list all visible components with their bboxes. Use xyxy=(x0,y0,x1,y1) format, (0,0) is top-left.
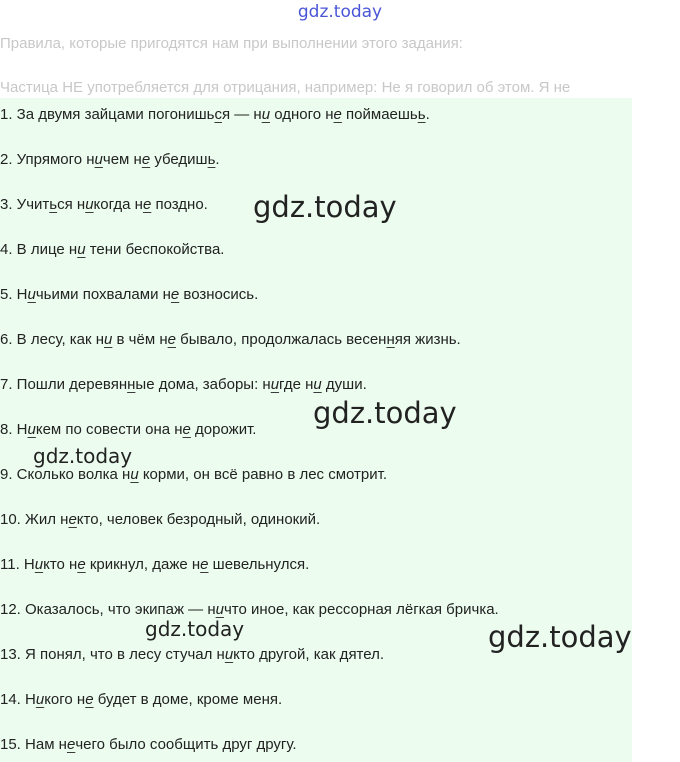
answer-block xyxy=(0,98,632,762)
sentence-text: поздно. xyxy=(151,196,208,213)
highlighted-letter-glyph: е xyxy=(333,106,342,123)
sentence-text: корми, он всё равно в лес смотрит. xyxy=(138,466,388,483)
sentence-text: кем по совести она н xyxy=(35,421,183,438)
watermark: gdz.today xyxy=(253,190,397,224)
sentence-text: ые дома, заборы: н xyxy=(135,376,271,393)
sentence-9 xyxy=(0,465,387,485)
sentence-8 xyxy=(0,420,256,440)
highlighted-letter xyxy=(130,466,138,483)
highlighted-letter xyxy=(262,106,270,123)
highlighted-letter: н xyxy=(127,376,136,393)
highlighted-letter-glyph: е xyxy=(141,151,151,168)
sentence-text: кого н xyxy=(44,691,86,708)
highlighted-letter-glyph: и xyxy=(215,601,224,618)
highlighted-letter xyxy=(77,556,85,573)
sentence-text: 15. Нам н xyxy=(0,736,67,753)
sentence-text: когда н xyxy=(93,196,143,213)
highlighted-letter-glyph: и xyxy=(77,241,86,258)
sentence-text: кто, человек безродный, одинокий. xyxy=(76,511,321,528)
sentence-text: ся н xyxy=(57,196,86,213)
sentence-text: 8. Н xyxy=(0,421,28,438)
sentence-text: где н xyxy=(279,376,314,393)
sentence-3 xyxy=(0,195,208,215)
sentence-text: 9. Сколько волка н xyxy=(0,466,131,483)
sentence-text: будет в доме, кроме меня. xyxy=(93,691,283,708)
sentence-text: 4. В лице н xyxy=(0,241,78,258)
highlighted-letter-glyph: е xyxy=(170,286,180,303)
highlighted-letter xyxy=(77,241,85,258)
highlighted-letter xyxy=(95,151,103,168)
highlighted-letter: ь xyxy=(49,196,58,213)
highlighted-letter-glyph: е xyxy=(167,331,176,348)
sentence-text: убедиш xyxy=(150,151,208,168)
highlighted-letter-glyph: и xyxy=(27,286,36,303)
highlighted-letter xyxy=(142,151,150,168)
sentence-1 xyxy=(0,105,430,125)
sentence-text: поймаешь xyxy=(341,106,418,123)
sentence-text: 14. Н xyxy=(0,691,36,708)
sentence-text: возносись. xyxy=(179,286,259,303)
highlighted-letter: н xyxy=(386,331,395,348)
highlighted-letter-glyph: е xyxy=(66,736,76,753)
sentence-text: что иное, как рессорная лёгкая бричка. xyxy=(223,601,499,618)
highlighted-letter xyxy=(28,286,36,303)
highlighted-letter xyxy=(216,601,224,618)
sentence-5 xyxy=(0,285,258,305)
sentence-text: 1. За двумя зайцами погонишь xyxy=(0,106,215,123)
highlighted-letter-glyph: е xyxy=(68,511,77,528)
sentence-11 xyxy=(0,555,309,575)
sentence-10 xyxy=(0,510,320,530)
sentence-text: крикнул, даже н xyxy=(85,556,201,573)
highlighted-letter-glyph: и xyxy=(130,466,139,483)
site-logo[interactable]: gdz.today xyxy=(297,2,383,22)
highlighted-letter xyxy=(171,286,179,303)
sentence-text: кто другой, как дятел. xyxy=(233,646,385,663)
highlighted-letter-glyph: е xyxy=(182,421,191,438)
watermark: gdz.today xyxy=(488,620,632,654)
sentence-text: 5. Н xyxy=(0,286,28,303)
highlighted-letter xyxy=(313,376,321,393)
sentence-text: я — н xyxy=(221,106,262,123)
highlighted-letter-glyph: и xyxy=(313,376,322,393)
sentence-12 xyxy=(0,600,499,620)
sentence-text: . xyxy=(215,151,220,168)
sentence-text: 11. Н xyxy=(0,556,35,573)
sentence-text: души. xyxy=(321,376,367,393)
rules-intro-text: Правила, которые пригодятся нам при выполнении этого задания: xyxy=(0,35,463,52)
sentence-text: 3. Учит xyxy=(0,196,50,213)
highlighted-letter-glyph: и xyxy=(85,196,94,213)
sentence-text: яя жизнь. xyxy=(394,331,461,348)
watermark: gdz.today xyxy=(33,444,133,468)
highlighted-letter: ь xyxy=(417,106,426,123)
highlighted-letter-glyph: и xyxy=(224,646,234,663)
highlighted-letter xyxy=(68,511,76,528)
highlighted-letter xyxy=(85,691,93,708)
highlighted-letter-glyph: е xyxy=(85,691,94,708)
sentence-text: 2. Упрямого н xyxy=(0,151,95,168)
highlighted-letter-glyph: и xyxy=(94,151,103,168)
sentence-text: чего было сообщить друг другу. xyxy=(75,736,297,753)
highlighted-letter-glyph: е xyxy=(200,556,209,573)
sentence-text: дорожит. xyxy=(190,421,257,438)
highlighted-letter xyxy=(183,421,191,438)
highlighted-letter: с xyxy=(214,106,222,123)
sentence-text: . xyxy=(425,106,430,123)
sentence-text: чьими похвалами н xyxy=(35,286,171,303)
sentence-13 xyxy=(0,645,384,665)
sentence-6 xyxy=(0,330,461,350)
highlighted-letter-glyph: и xyxy=(261,106,271,123)
rule-example-text: Частица НЕ употребляется для отрицания, например: Не я говорил об этом. Я не xyxy=(0,79,571,96)
sentence-text: кто н xyxy=(43,556,78,573)
highlighted-letter-glyph: и xyxy=(27,421,36,438)
highlighted-letter xyxy=(28,421,36,438)
sentence-2 xyxy=(0,150,220,170)
highlighted-letter xyxy=(168,331,176,348)
sentence-text: бывало, продолжалась весен xyxy=(175,331,387,348)
highlighted-letter-glyph: и xyxy=(35,691,45,708)
sentence-text: одного н xyxy=(270,106,334,123)
highlighted-letter-glyph: е xyxy=(77,556,86,573)
sentence-7 xyxy=(0,375,367,395)
highlighted-letter xyxy=(225,646,233,663)
sentence-4 xyxy=(0,240,224,260)
highlighted-letter-glyph: и xyxy=(270,376,280,393)
highlighted-letter-glyph: и xyxy=(104,331,113,348)
highlighted-letter xyxy=(334,106,342,123)
sentence-text: тени беспокойства. xyxy=(85,241,225,258)
sentence-text: шевельнулся. xyxy=(208,556,310,573)
highlighted-letter: ь xyxy=(207,151,216,168)
sentence-14 xyxy=(0,690,282,710)
highlighted-letter-glyph: и xyxy=(34,556,44,573)
highlighted-letter xyxy=(35,556,43,573)
sentence-text: 13. Я понял, что в лесу стучал н xyxy=(0,646,225,663)
sentence-text: в чём н xyxy=(112,331,168,348)
highlighted-letter-glyph: е xyxy=(142,196,152,213)
highlighted-letter xyxy=(200,556,208,573)
watermark: gdz.today xyxy=(313,396,457,430)
sentence-text: 7. Пошли деревян xyxy=(0,376,128,393)
highlighted-letter xyxy=(36,691,44,708)
highlighted-letter xyxy=(85,196,93,213)
sentence-text: 6. В лесу, как н xyxy=(0,331,105,348)
sentence-text: 12. Оказалось, что экипаж — н xyxy=(0,601,216,618)
sentence-15 xyxy=(0,735,297,755)
sentence-text: 10. Жил н xyxy=(0,511,69,528)
highlighted-letter xyxy=(271,376,279,393)
sentence-text: чем н xyxy=(102,151,142,168)
watermark: gdz.today xyxy=(145,617,245,641)
